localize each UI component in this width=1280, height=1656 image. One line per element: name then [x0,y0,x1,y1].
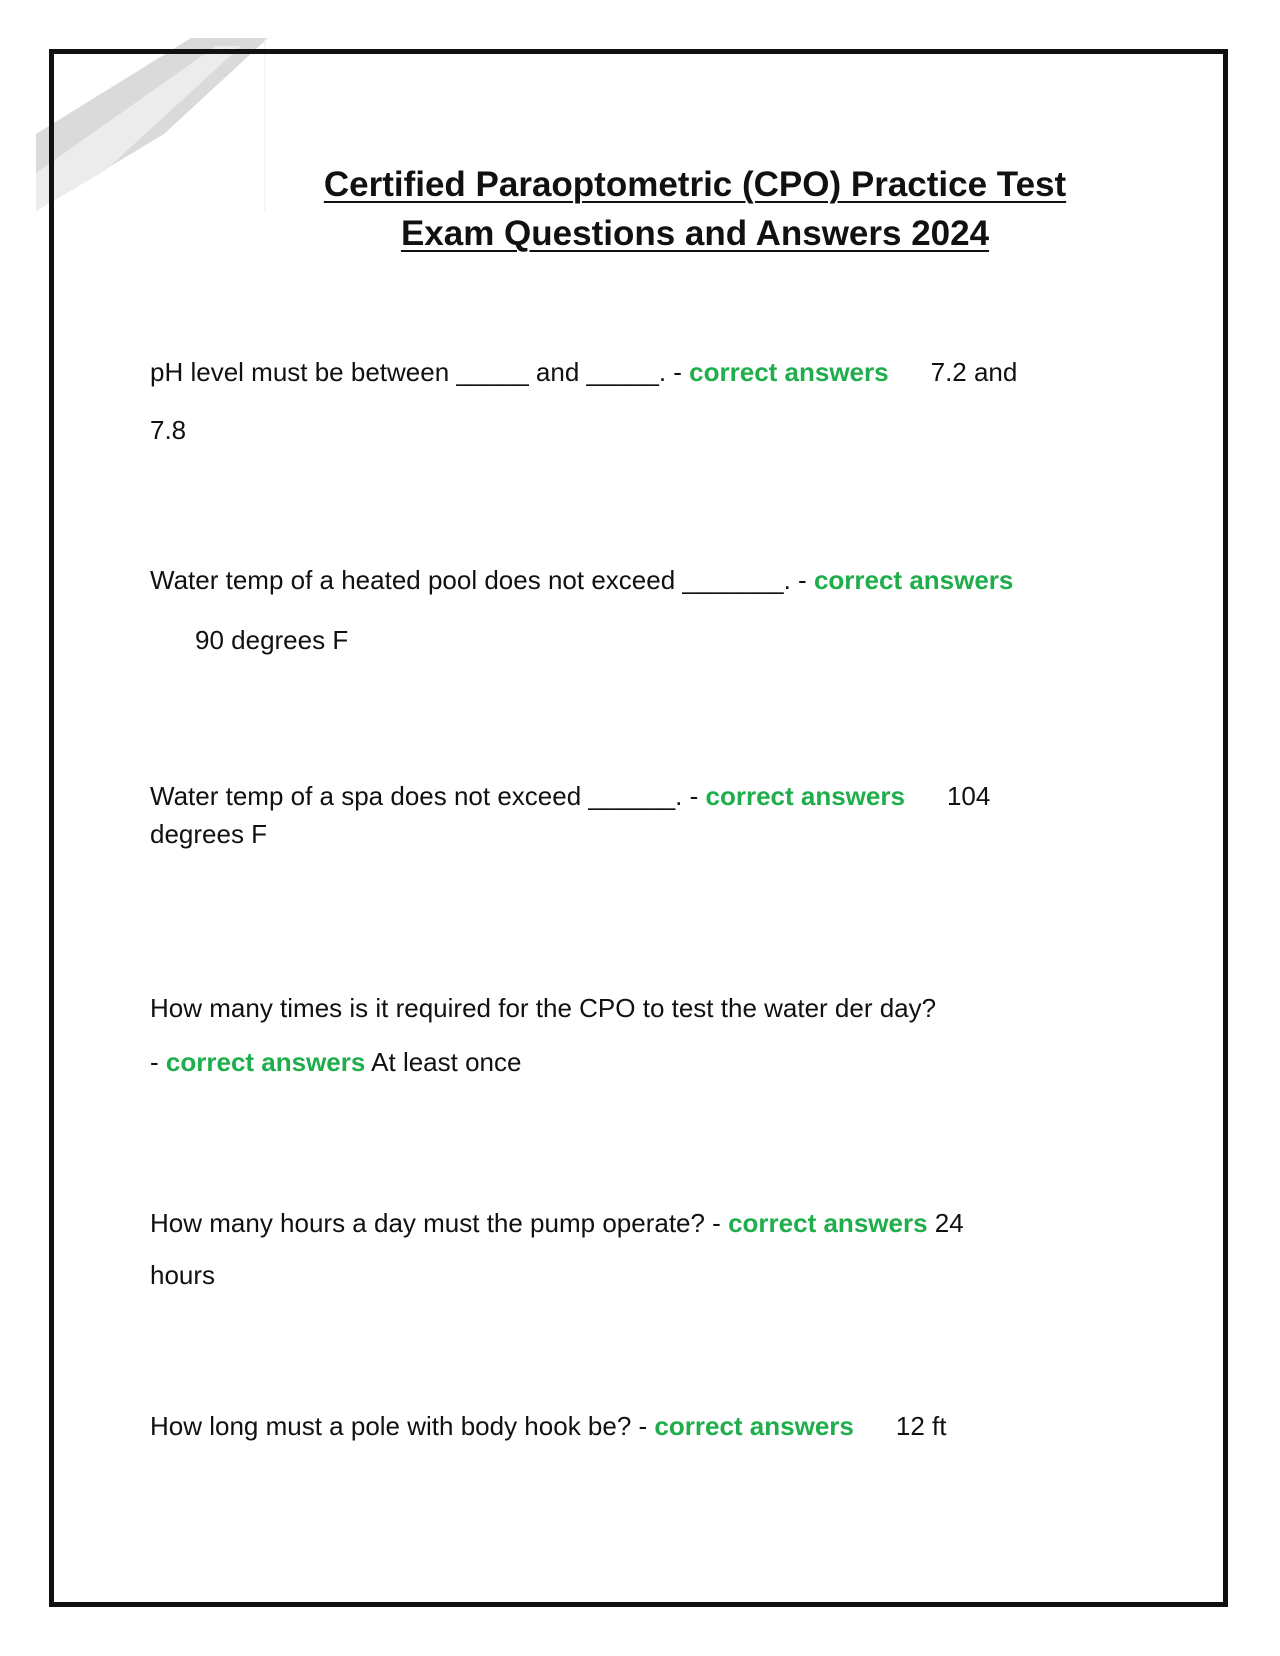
answer-label: correct answers [689,357,889,387]
question-text: Water temp of a heated pool does not exceed _______. - [150,565,807,595]
answer-label: correct answers [728,1208,928,1238]
answer-text: At least once [371,1047,522,1077]
qa-item-pool-temp [150,563,1100,657]
qa-item-pump-hours [150,1206,1100,1292]
answer-text: 90 degrees F [195,625,349,655]
question-text: How many hours a day must the pump operate? - [150,1208,721,1238]
answer-prefix: - [150,1047,159,1077]
answer-text: 12 ft [895,1411,947,1441]
document-title [290,160,1100,258]
question-text: How long must a pole with body hook be? - [150,1411,648,1441]
answer-text: 7.2 and [930,357,1018,387]
title-line-1: Certified Paraoptometric (CPO) Practice Test [323,165,1067,204]
question-text: Water temp of a spa does not exceed ______. - [150,781,699,811]
qa-item-spa-temp [150,777,1100,853]
qa-line [150,1206,1100,1240]
answer-label: correct answers [705,781,905,811]
answer-label: correct answers [654,1411,854,1441]
answer-label: correct answers [813,565,1014,595]
answer-text: 104 [946,781,991,811]
answer-continuation: hours [150,1260,216,1290]
title-line-2: Exam Questions and Answers 2024 [400,214,990,253]
qa-line [150,355,1100,389]
qa-line [150,1409,1100,1443]
qa-line [150,563,1100,597]
question-text: pH level must be between _____ and _____. - [150,357,682,387]
qa-item-water-testing [150,991,1100,1079]
qa-item-pole-length [150,1409,1100,1443]
answer-continuation: 7.8 [150,415,187,445]
answer-continuation: degrees F [150,819,268,849]
qa-line [150,1045,1100,1079]
qa-line [150,777,1100,815]
answer-text: 24 [934,1208,964,1238]
answer-label: correct answers [165,1047,366,1077]
question-text: How many times is it required for the CPO to test the water der day? [150,993,937,1023]
qa-item-ph-level [150,355,1100,447]
